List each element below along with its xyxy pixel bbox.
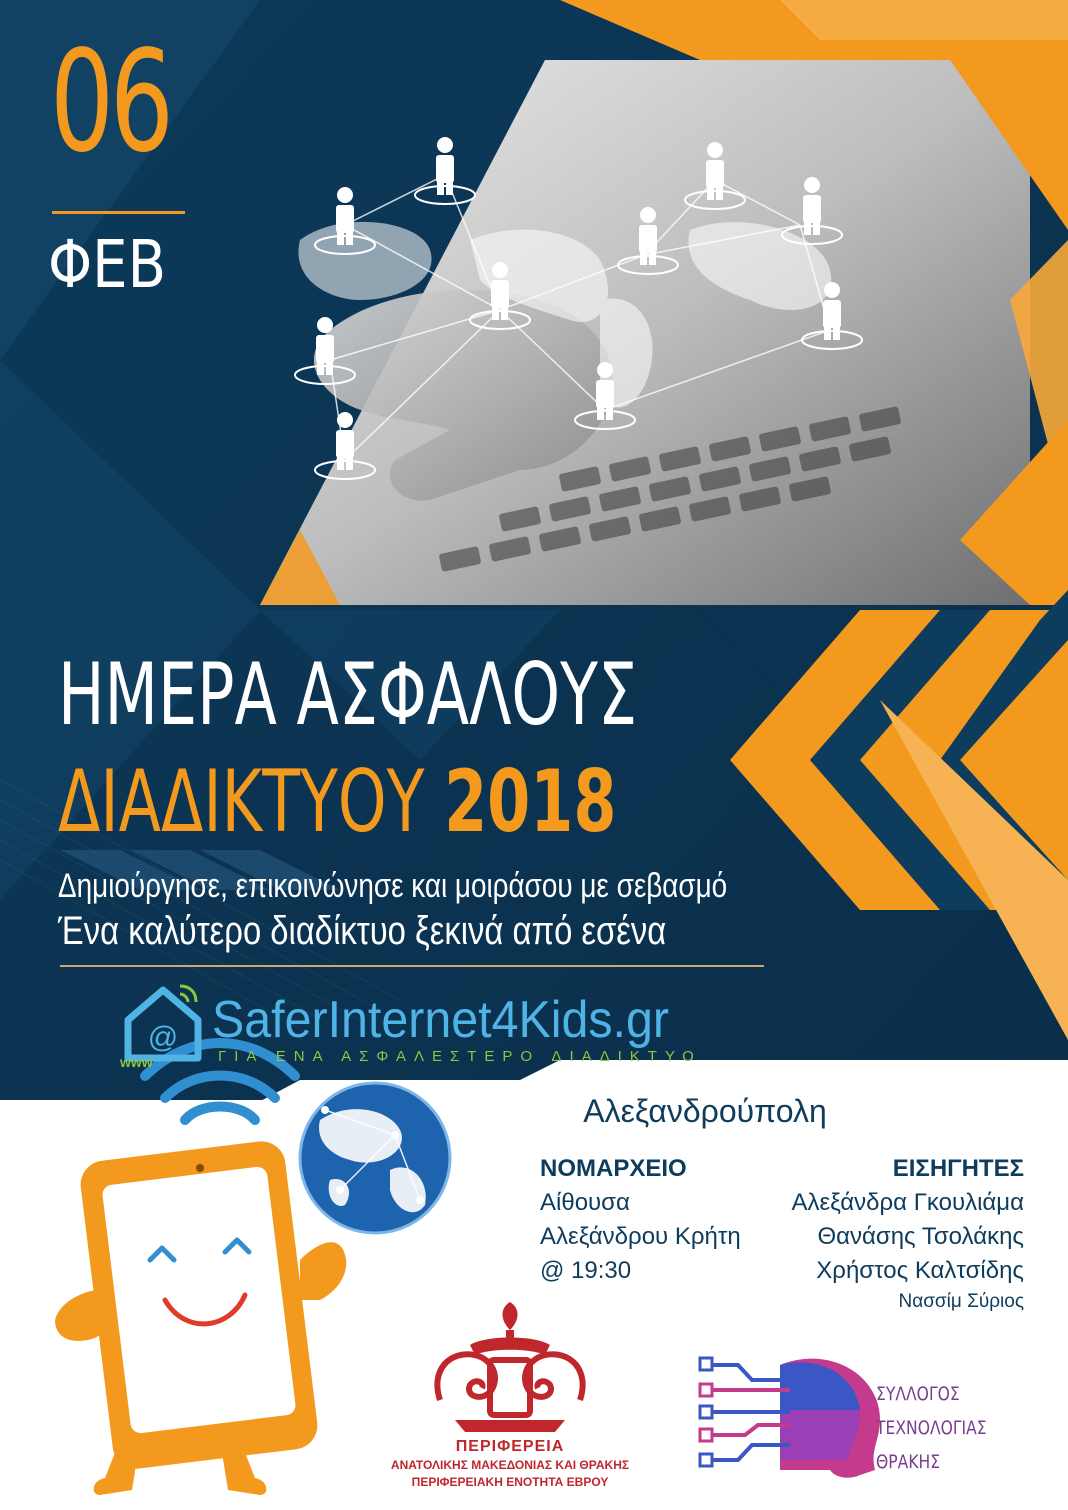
- association-label: [876, 1377, 1011, 1479]
- speaker-name: Νασσίμ Σύριος: [898, 1291, 1024, 1312]
- region-line-3: ΠΕΡΙΦΕΡΕΙΑΚΗ ΕΝΟΤΗΤΑ ΕΒΡΟΥ: [411, 1475, 609, 1489]
- venue-line-1: Αίθουσα: [540, 1189, 630, 1216]
- association-line-2: ΤΕΧΝΟΛΟΓΙΑΣ: [876, 1417, 987, 1439]
- title-line-2: [58, 752, 616, 852]
- speakers-block: [791, 1152, 1024, 1316]
- association-line-1: ΣΥΛΛΟΓΟΣ: [876, 1383, 960, 1405]
- saferinternet-logo: [118, 982, 738, 1077]
- logo-tagline: ΓΙΑ ΕΝΑ ΑΣΦΑΛΕΣΤΕΡΟ ΔΙΑΔΙΚΤΥΟ: [218, 1048, 702, 1065]
- speakers-heading: ΕΙΣΗΓΗΤΕΣ: [892, 1155, 1024, 1182]
- venue-line-2: Αλεξάνδρου Κρήτη: [540, 1223, 741, 1250]
- region-line-1: ΠΕΡΙΦΕΡΕΙΑ: [455, 1438, 565, 1455]
- region-label: [365, 1437, 655, 1491]
- separator-line: [60, 965, 764, 967]
- speaker-name: Χρήστος Καλτσίδης: [816, 1257, 1024, 1284]
- event-month: ΦΕΒ: [48, 226, 167, 303]
- subtitle-line-1: Δημιούργησε, επικοινώνησε και μοιράσου με σεβασμό: [58, 867, 728, 905]
- at-symbol: @: [147, 1021, 179, 1054]
- subtitle-line-2: Ένα καλύτερο διαδίκτυο ξεκινά από εσένα: [58, 909, 667, 953]
- logo-www: www: [120, 1054, 153, 1070]
- city-label: Αλεξανδρούπολη: [540, 1086, 870, 1136]
- venue-block: [540, 1152, 741, 1288]
- title-year: 2018: [444, 752, 617, 852]
- house-at-icon: [118, 982, 208, 1062]
- speaker-name: Αλεξάνδρα Γκουλιάμα: [791, 1189, 1024, 1216]
- date-divider: [52, 211, 185, 214]
- logo-name: SaferInternet4Kids.gr: [212, 991, 669, 1049]
- region-line-2: ΑΝΑΤΟΛΙΚΗΣ ΜΑΚΕΔΟΝΙΑΣ ΚΑΙ ΘΡΑΚΗΣ: [390, 1458, 630, 1472]
- event-day: 06: [50, 21, 170, 184]
- globe-icon: [300, 1083, 450, 1233]
- association-line-3: ΘΡΑΚΗΣ: [876, 1451, 941, 1473]
- venue-heading: ΝΟΜΑΡΧΕΙΟ: [540, 1155, 687, 1182]
- venue-time: @ 19:30: [540, 1257, 632, 1284]
- speaker-name: Θανάσης Τσολάκης: [817, 1223, 1024, 1250]
- title-line-1: ΗΜΕΡΑ ΑΣΦΑΛΟΥΣ: [58, 645, 638, 745]
- title-word: ΔΙΑΔΙΚΤΥΟΥ: [58, 752, 425, 852]
